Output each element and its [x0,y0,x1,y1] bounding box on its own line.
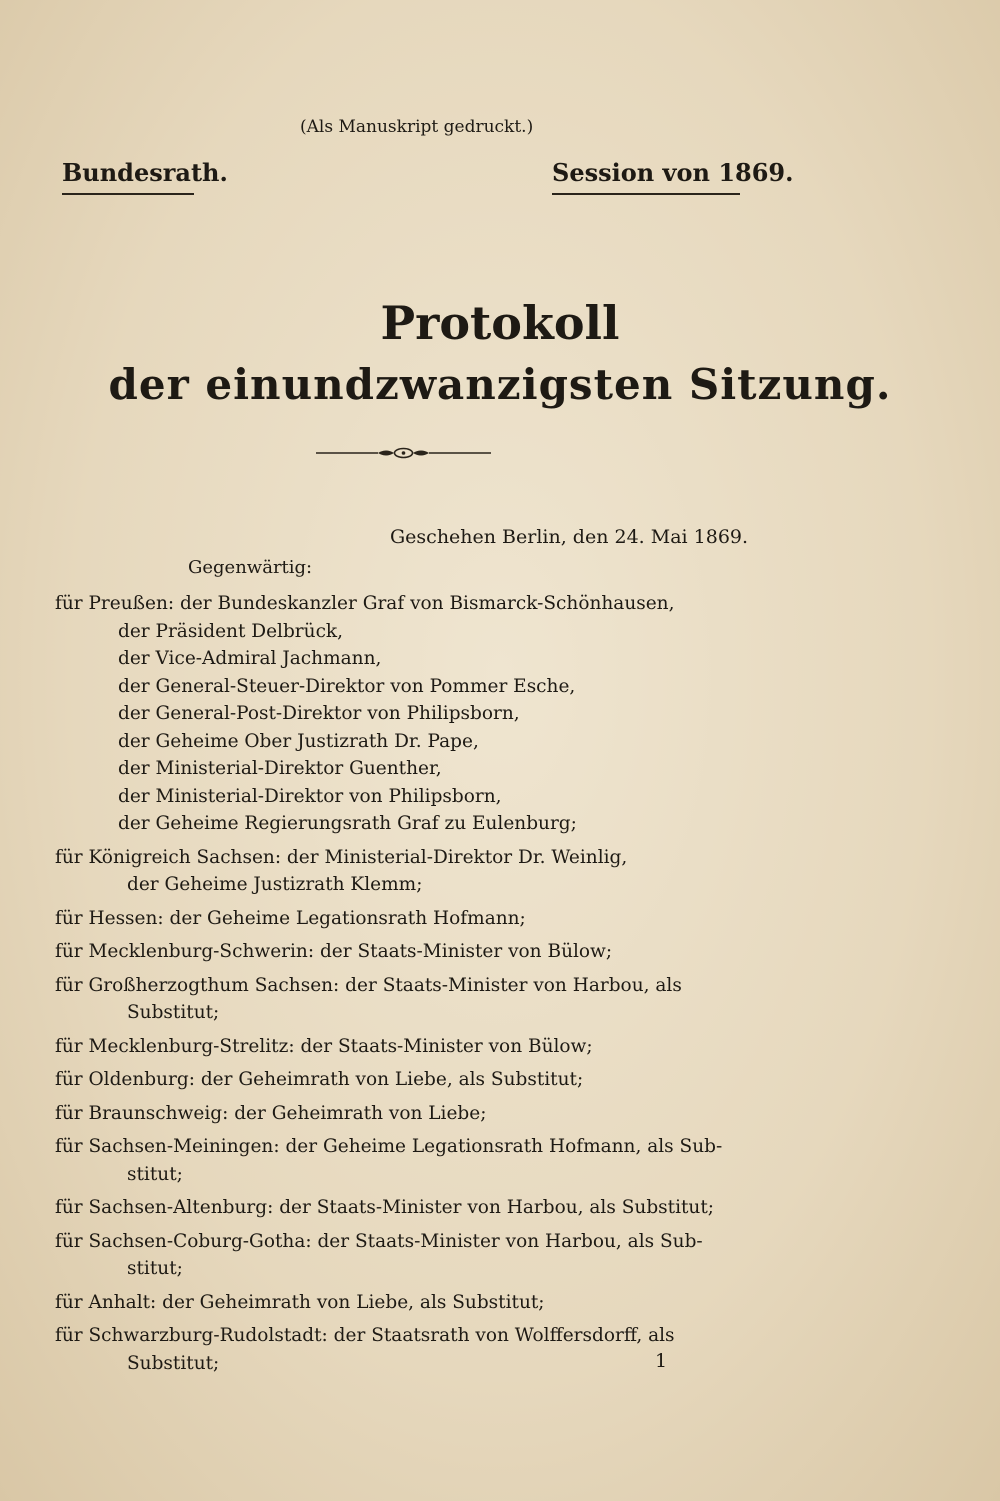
entry-continuation-line: der Ministerial-Direktor Guenther, [118,758,442,779]
title-line-2: der einundzwanzigsten Sitzung. [108,360,892,409]
header-left: Bundesrath. [62,158,194,195]
entry-continuation-line: stitut; [127,1258,183,1279]
attendee-entry [55,1194,775,1222]
entry-first-line: für Sachsen-Meiningen: der Geheime Legationsrath Hofmann, als Sub- [55,1136,723,1157]
entry-first-line: für Hessen: der Geheime Legationsrath Hofmann; [55,907,526,929]
entry-continuation-line: der Ministerial-Direktor von Philipsborn, [118,785,502,807]
entry-first-line: für Oldenburg: der Geheimrath von Liebe, als Substitut; [55,1069,584,1090]
entry-continuation-line: der Geheime Regierungsrath Graf zu Eulenburg; [118,813,577,834]
entry-continuation-line: Substitut; [127,1002,220,1023]
entry-continuation-line: der General-Steuer-Direktor von Pommer Esche, [118,675,576,697]
entry-continuation-line: der General-Post-Direktor von Philipsborn, [118,703,520,724]
entry-continuation-line: der Präsident Delbrück, [118,620,344,642]
entry-continuation-line: Substitut; [127,1352,220,1374]
print-note: (Als Manuskript gedruckt.) [300,117,534,137]
entry-first-line: für Preußen: der Bundeskanzler Graf von Bismarck-Schönhausen, [55,593,675,614]
entry-first-line: für Anhalt: der Geheimrath von Liebe, als Substitut; [55,1291,545,1313]
attendee-entry [55,1100,775,1128]
entry-first-line: für Schwarzburg-Rudolstadt: der Staatsrath von Wolffersdorff, als [55,1325,675,1346]
ornament-divider [316,446,491,460]
attendee-list [55,590,775,1383]
entry-first-line: für Sachsen-Coburg-Gotha: der Staats-Minister von Harbou, als Sub- [55,1230,703,1252]
entry-continuation-line: der Geheime Ober Justizrath Dr. Pape, [118,730,479,752]
attendee-entry [55,844,775,899]
attendee-entry [55,1289,775,1317]
attendee-entry [55,1066,775,1094]
attendee-entry [55,905,775,933]
entry-first-line: für Mecklenburg-Schwerin: der Staats-Minister von Bülow; [55,941,613,962]
entry-first-line: für Königreich Sachsen: der Ministerial-Direktor Dr. Weinlig, [55,846,628,868]
date-line: Geschehen Berlin, den 24. Mai 1869. [390,526,749,548]
entry-continuation-line: der Geheime Justizrath Klemm; [127,874,423,895]
attendee-entry [55,1133,775,1188]
attendee-entry [55,590,775,838]
attendee-entry [55,972,775,1027]
entry-continuation-line: der Vice-Admiral Jachmann, [118,648,382,669]
header-right: Session von 1869. [552,158,740,195]
attendee-entry [55,1033,775,1061]
attendee-entry [55,1228,775,1283]
attendee-entry [55,938,775,966]
page-number: 1 [655,1350,668,1372]
entry-first-line: für Mecklenburg-Strelitz: der Staats-Minister von Bülow; [55,1035,593,1057]
entry-first-line: für Braunschweig: der Geheimrath von Liebe; [55,1102,487,1124]
present-label: Gegenwärtig: [188,557,313,578]
entry-first-line: für Sachsen-Altenburg: der Staats-Minister von Harbou, als Substitut; [55,1197,715,1218]
title-line-1: Protokoll [380,296,620,350]
entry-first-line: für Großherzogthum Sachsen: der Staats-Minister von Harbou, als [55,974,682,996]
entry-continuation-line: stitut; [127,1163,183,1185]
